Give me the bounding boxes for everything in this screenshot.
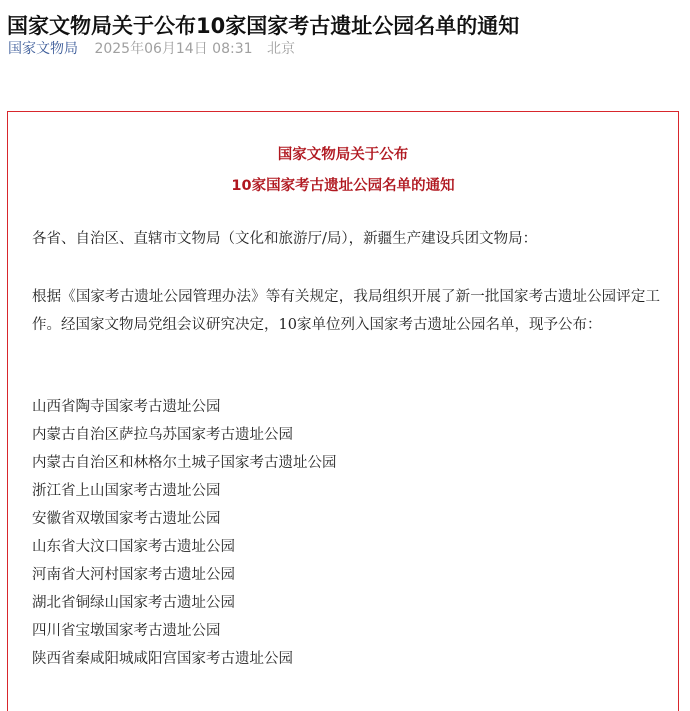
- publish-location: 北京: [266, 41, 295, 57]
- site-list-item: 内蒙古自治区萨拉乌苏国家考古遗址公园: [32, 427, 293, 443]
- notice-heading-line1: 国家文物局关于公布: [277, 147, 409, 163]
- site-list-item: 山西省陶寺国家考古遗址公园: [32, 399, 221, 415]
- site-list-item: 安徽省双墩国家考古遗址公园: [32, 511, 221, 527]
- site-list-item: 湖北省铜绿山国家考古遗址公园: [32, 595, 235, 611]
- publish-date: 2025年06月14日 08:31: [94, 41, 253, 57]
- site-list-item: 河南省大河村国家考古遗址公园: [32, 567, 235, 583]
- site-list-item: 浙江省上山国家考古遗址公园: [32, 483, 221, 499]
- site-list: [32, 393, 337, 673]
- site-list-item: 四川省宝墩国家考古遗址公园: [32, 623, 221, 639]
- site-list-item: 山东省大汶口国家考古遗址公园: [32, 539, 235, 555]
- notice-paragraph: 根据《国家考古遗址公园管理办法》等有关规定，我局组织开展了新一批国家考古遗址公园评定工作。经国家文物局党组会议研究决定，10家单位列入国家考古遗址公园名单，现予公布：: [32, 289, 660, 333]
- site-list-item: 内蒙古自治区和林格尔土城子国家考古遗址公园: [32, 455, 337, 471]
- site-list-item: 陕西省秦咸阳城咸阳宫国家考古遗址公园: [32, 651, 293, 667]
- source-link[interactable]: 国家文物局: [8, 41, 78, 57]
- article-title: 国家文物局关于公布10家国家考古遗址公园名单的通知: [7, 14, 520, 39]
- article-meta: [8, 39, 295, 59]
- notice-heading-line2: 10家国家考古遗址公园名单的通知: [231, 178, 455, 194]
- notice-salutation: 各省、自治区、直辖市文物局（文化和旅游厅/局），新疆生产建设兵团文物局：: [32, 231, 538, 247]
